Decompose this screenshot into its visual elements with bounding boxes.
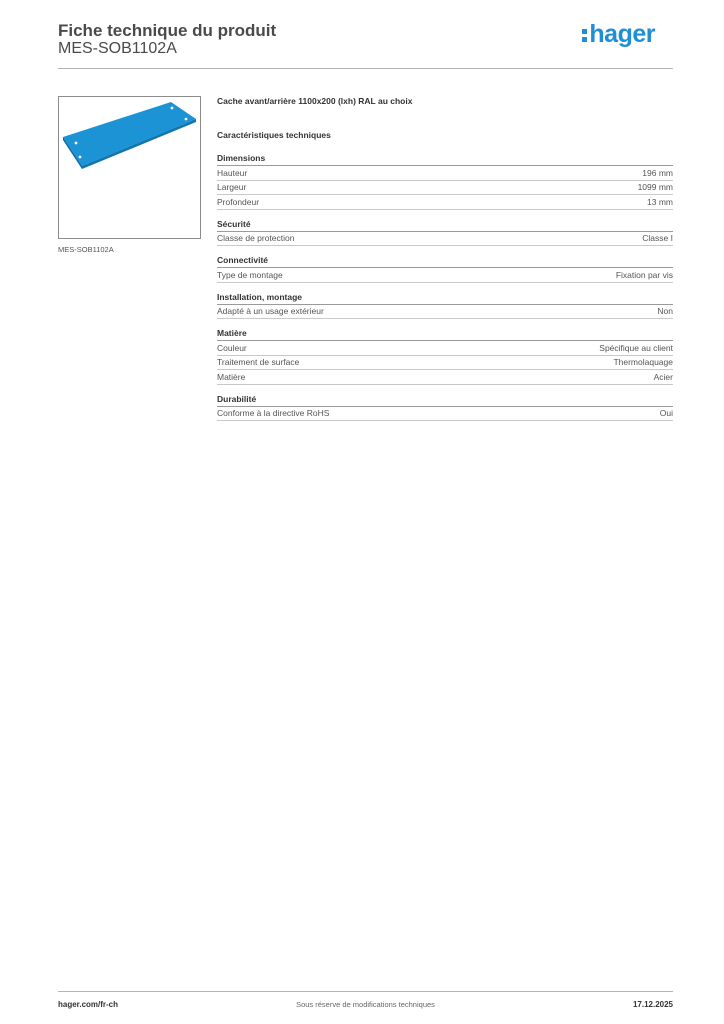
spec-label: Traitement de surface [217, 357, 300, 368]
footer-url: hager.com/fr-ch [58, 1000, 119, 1009]
spec-section [217, 219, 673, 247]
spec-label: Couleur [217, 342, 247, 353]
spec-label: Adapté à un usage extérieur [217, 306, 324, 317]
spec-row [217, 166, 673, 181]
spec-content [217, 96, 673, 421]
spec-value: 1099 mm [637, 182, 673, 193]
section-heading: Durabilité [217, 394, 673, 407]
hager-logo [582, 20, 655, 49]
spec-value: 196 mm [642, 167, 673, 178]
footer-date: 17.12.2025 [632, 1000, 673, 1009]
section-heading: Installation, montage [217, 292, 673, 305]
section-heading: Matière [217, 328, 673, 341]
spec-row [217, 356, 673, 371]
spec-row [217, 268, 673, 283]
spec-label: Classe de protection [217, 233, 295, 244]
spec-value: 13 mm [647, 196, 673, 207]
spec-label: Conforme à la directive RoHS [217, 408, 330, 419]
spec-value: Acier [653, 371, 673, 382]
spec-value: Fixation par vis [615, 269, 673, 280]
spec-value: Non [657, 306, 673, 317]
spec-value: Spécifique au client [599, 342, 673, 353]
page-footer [58, 991, 673, 1017]
section-heading: Connectivité [217, 255, 673, 268]
section-heading: Sécurité [217, 219, 673, 232]
spec-label: Hauteur [217, 167, 248, 178]
logo-dots-icon [582, 29, 587, 42]
spec-row [217, 181, 673, 196]
logo-text: hager [589, 20, 655, 48]
section-heading: Dimensions [217, 153, 673, 166]
spec-row [217, 407, 673, 422]
specs-heading: Caractéristiques techniques [217, 130, 331, 140]
spec-row [217, 232, 673, 247]
footer-note: Sous réserve de modifications techniques [296, 1000, 435, 1009]
spec-section [217, 292, 673, 320]
product-description: Cache avant/arrière 1100x200 (lxh) RAL au choix [217, 96, 413, 106]
spec-section [217, 328, 673, 385]
spec-label: Profondeur [217, 196, 260, 207]
spec-section [217, 255, 673, 283]
spec-section [217, 153, 673, 210]
page-header [58, 21, 673, 69]
product-image-caption: MES-SOB1102A [58, 245, 114, 254]
spec-row [217, 305, 673, 320]
spec-label: Matière [217, 371, 246, 382]
product-image-frame [58, 96, 201, 239]
product-image [59, 97, 200, 238]
spec-row [217, 370, 673, 385]
product-reference: MES-SOB1102A [58, 40, 177, 57]
spec-label: Largeur [217, 182, 247, 193]
document-title: Fiche technique du produit [58, 21, 277, 40]
spec-section [217, 394, 673, 422]
spec-value: Oui [659, 408, 673, 419]
spec-value: Classe I [642, 233, 673, 244]
spec-label: Type de montage [217, 269, 283, 280]
spec-row [217, 341, 673, 356]
spec-sections [217, 153, 673, 421]
spec-value: Thermolaquage [613, 357, 673, 368]
spec-row [217, 195, 673, 210]
